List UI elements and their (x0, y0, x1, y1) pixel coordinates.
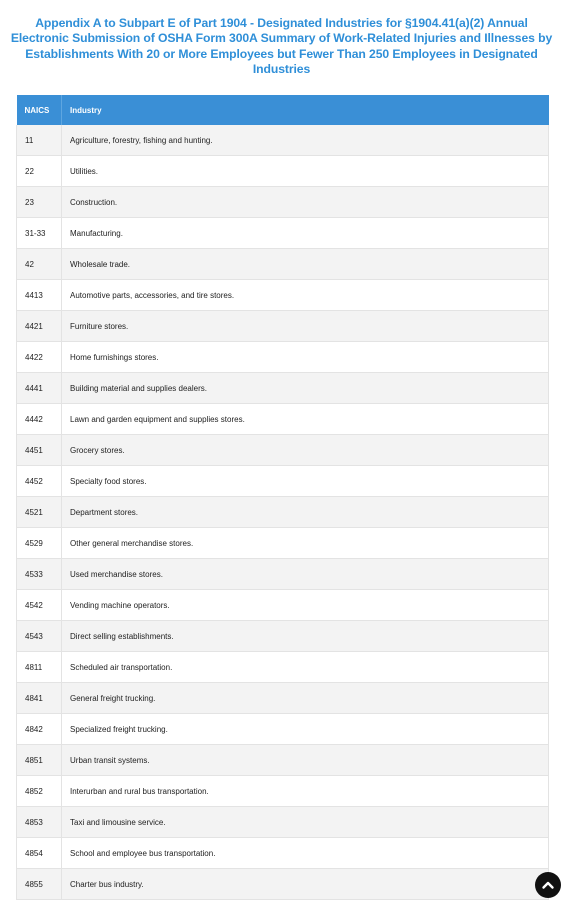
naics-code-cell: 4422 (17, 342, 62, 373)
naics-code-cell: 4852 (17, 776, 62, 807)
naics-code-cell: 4811 (17, 652, 62, 683)
industry-cell: Automotive parts, accessories, and tire stores. (62, 280, 549, 311)
table-row (17, 311, 549, 342)
table-row (17, 869, 549, 900)
scroll-to-top-button[interactable] (535, 872, 561, 898)
table-row (17, 125, 549, 156)
naics-code-cell: 4521 (17, 497, 62, 528)
naics-code-cell: 4543 (17, 621, 62, 652)
industry-cell: Specialized freight trucking. (62, 714, 549, 745)
naics-code-cell: 4441 (17, 373, 62, 404)
table-row (17, 807, 549, 838)
chevron-up-icon (541, 878, 555, 892)
table-header-row (17, 95, 549, 125)
table-row (17, 652, 549, 683)
industry-cell: Vending machine operators. (62, 590, 549, 621)
table-row (17, 559, 549, 590)
naics-code-cell: 23 (17, 187, 62, 218)
naics-code-cell: 4452 (17, 466, 62, 497)
table-row (17, 838, 549, 869)
industry-cell: Lawn and garden equipment and supplies stores. (62, 404, 549, 435)
header-industry: Industry (62, 95, 549, 125)
naics-code-cell: 4529 (17, 528, 62, 559)
table-row (17, 342, 549, 373)
industry-cell: Wholesale trade. (62, 249, 549, 280)
industry-cell: Interurban and rural bus transportation. (62, 776, 549, 807)
table-row (17, 466, 549, 497)
naics-code-cell: 4854 (17, 838, 62, 869)
naics-code-cell: 42 (17, 249, 62, 280)
industry-cell: Building material and supplies dealers. (62, 373, 549, 404)
table-row (17, 435, 549, 466)
industry-cell: Urban transit systems. (62, 745, 549, 776)
naics-code-cell: 4853 (17, 807, 62, 838)
naics-code-cell: 4542 (17, 590, 62, 621)
table-row (17, 249, 549, 280)
table-row (17, 404, 549, 435)
designated-industries-table (16, 95, 549, 900)
industry-cell: Utilities. (62, 156, 549, 187)
naics-code-cell: 4842 (17, 714, 62, 745)
naics-code-cell: 4442 (17, 404, 62, 435)
industries-table-container (16, 95, 548, 900)
naics-code-cell: 4851 (17, 745, 62, 776)
industry-cell: Department stores. (62, 497, 549, 528)
page-title: Appendix A to Subpart E of Part 1904 - Designated Industries for §1904.41(a)(2) Annual Electronic Submission of OSHA Form 300A Summary of Work-Related Injuries and Illnesses by Establishments With 20 or More Employees but Fewer Than 250 Employees in Designated Industries (10, 16, 553, 77)
table-row (17, 187, 549, 218)
naics-code-cell: 4413 (17, 280, 62, 311)
table-row (17, 218, 549, 249)
table-row (17, 528, 549, 559)
naics-code-cell: 4855 (17, 869, 62, 900)
industry-cell: Manufacturing. (62, 218, 549, 249)
industry-cell: Construction. (62, 187, 549, 218)
industry-cell: Other general merchandise stores. (62, 528, 549, 559)
table-row (17, 745, 549, 776)
naics-code-cell: 4421 (17, 311, 62, 342)
industry-cell: Agriculture, forestry, fishing and hunting. (62, 125, 549, 156)
naics-code-cell: 11 (17, 125, 62, 156)
table-row (17, 621, 549, 652)
table-row (17, 714, 549, 745)
industry-cell: Direct selling establishments. (62, 621, 549, 652)
industry-cell: Scheduled air transportation. (62, 652, 549, 683)
industry-cell: Used merchandise stores. (62, 559, 549, 590)
industry-cell: Home furnishings stores. (62, 342, 549, 373)
table-row (17, 776, 549, 807)
naics-code-cell: 22 (17, 156, 62, 187)
table-row (17, 497, 549, 528)
naics-code-cell: 4451 (17, 435, 62, 466)
table-row (17, 373, 549, 404)
industry-cell: General freight trucking. (62, 683, 549, 714)
table-row (17, 280, 549, 311)
industry-cell: Taxi and limousine service. (62, 807, 549, 838)
naics-code-cell: 4841 (17, 683, 62, 714)
industry-cell: Grocery stores. (62, 435, 549, 466)
table-row (17, 156, 549, 187)
naics-code-cell: 31-33 (17, 218, 62, 249)
header-naics: NAICS (17, 95, 62, 125)
industry-cell: Specialty food stores. (62, 466, 549, 497)
naics-code-cell: 4533 (17, 559, 62, 590)
industry-cell: School and employee bus transportation. (62, 838, 549, 869)
industry-cell: Furniture stores. (62, 311, 549, 342)
table-row (17, 683, 549, 714)
table-row (17, 590, 549, 621)
table-body (17, 125, 549, 900)
industry-cell: Charter bus industry. (62, 869, 549, 900)
